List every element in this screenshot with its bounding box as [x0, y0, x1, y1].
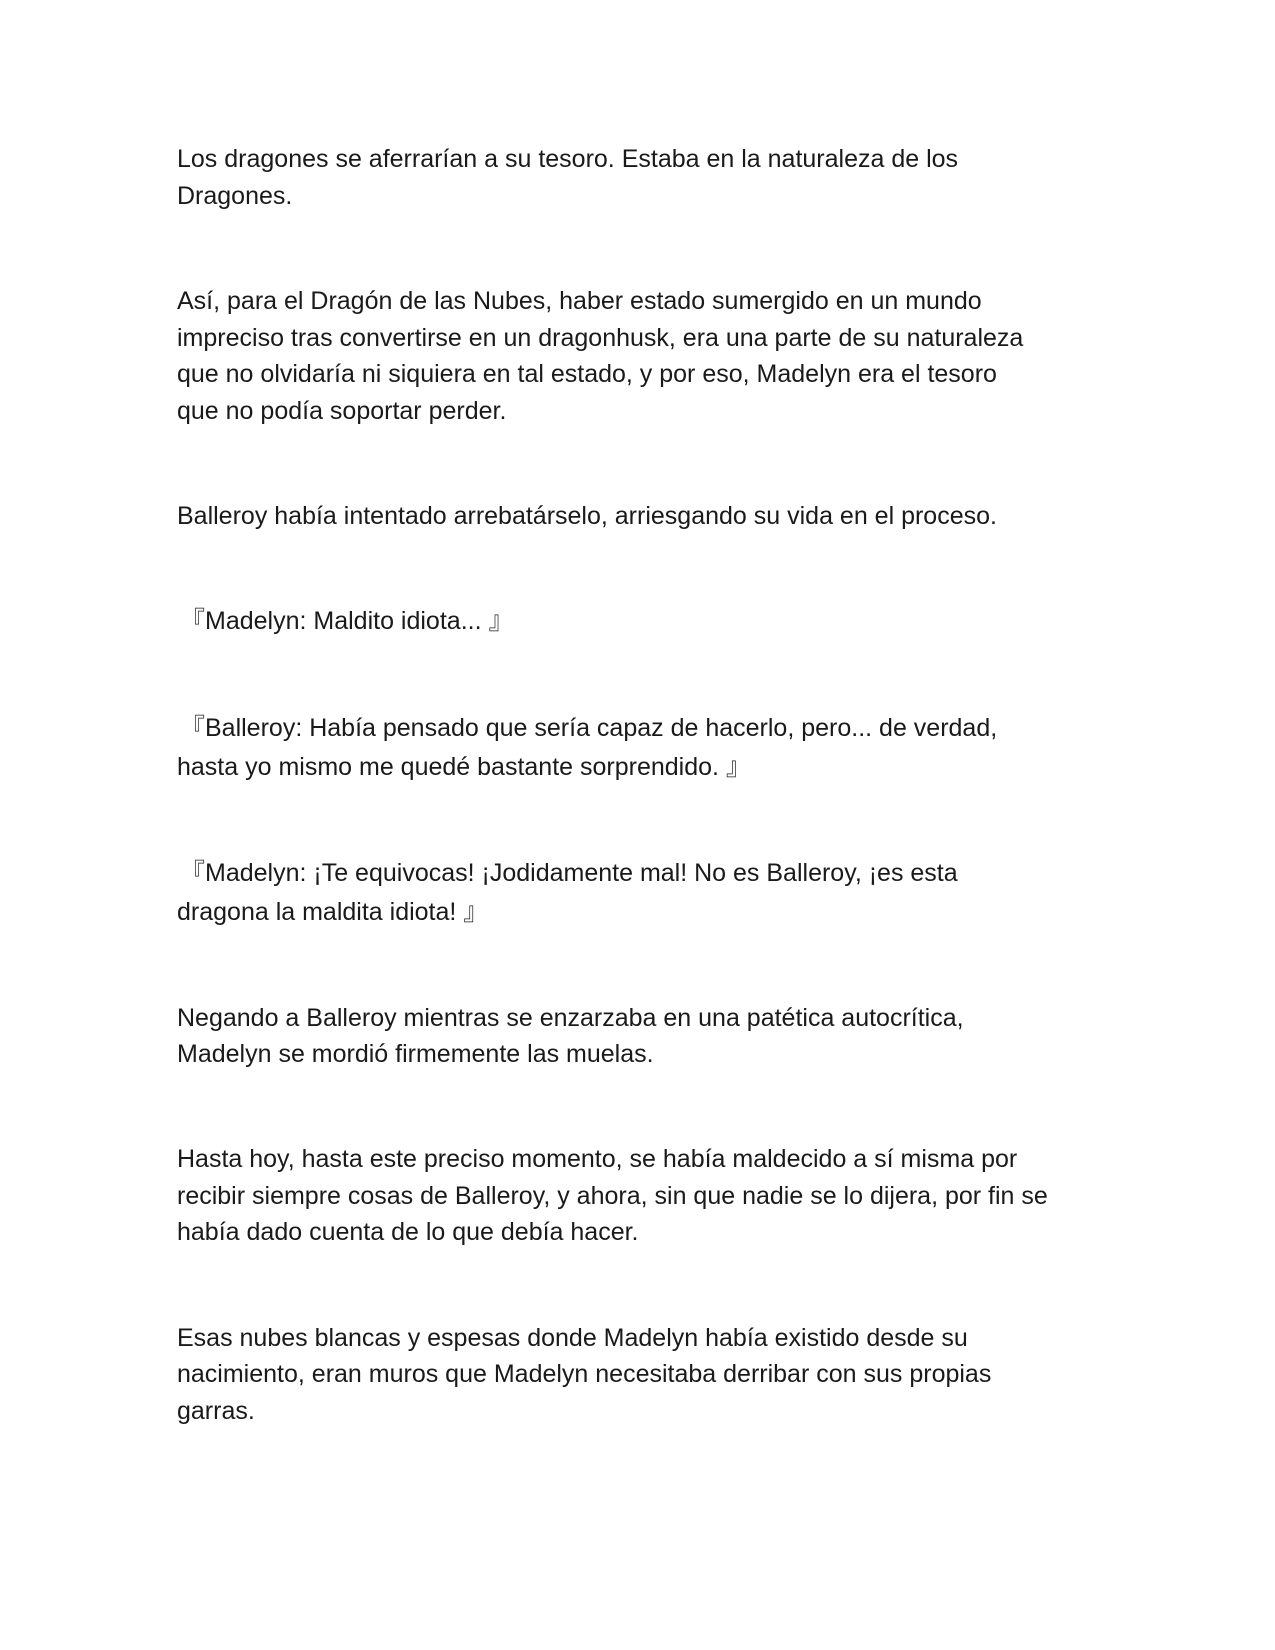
paragraph-line: Madelyn se mordió firmemente las muelas.	[177, 1040, 654, 1068]
paragraph-line: 『Balleroy: Había pensado que sería capaz de hacerlo, pero... de verdad,	[180, 714, 998, 742]
paragraph-line: recibir siempre cosas de Balleroy, y ahora, sin que nadie se lo dijera, por fin se	[177, 1182, 1048, 1210]
paragraph-line: 『Madelyn: ¡Te equivocas! ¡Jodidamente mal! No es Balleroy, ¡es esta	[180, 859, 958, 887]
paragraph-line: Los dragones se aferrarían a su tesoro. Estaba en la naturaleza de los	[177, 145, 959, 173]
paragraph-line: garras.	[177, 1397, 255, 1425]
paragraph-line: Así, para el Dragón de las Nubes, haber estado sumergido en un mundo	[177, 287, 982, 315]
paragraph-line: había dado cuenta de lo que debía hacer.	[177, 1218, 639, 1246]
paragraph-line: Negando a Balleroy mientras se enzarzaba en una patética autocrítica,	[177, 1004, 964, 1032]
paragraph-line: Dragones.	[177, 182, 293, 210]
paragraph-line: Esas nubes blancas y espesas donde Madelyn había existido desde su	[177, 1324, 968, 1352]
paragraph-line: nacimiento, eran muros que Madelyn necesitaba derribar con sus propias	[177, 1360, 992, 1388]
paragraph-line: impreciso tras convertirse en un dragonhusk, era una parte de su naturaleza	[177, 324, 1024, 352]
paragraph-line: 『Madelyn: Maldito idiota... 』	[180, 607, 514, 635]
paragraph-line: que no podía soportar perder.	[177, 397, 507, 425]
paragraph-line: Hasta hoy, hasta este preciso momento, se había maldecido a sí misma por	[177, 1145, 1018, 1173]
paragraph-line: dragona la maldita idiota! 』	[177, 898, 489, 926]
paragraph-line: que no olvidaría ni siquiera en tal estado, y por eso, Madelyn era el tesoro	[177, 360, 997, 388]
paragraph-line: hasta yo mismo me quedé bastante sorprendido. 』	[177, 753, 751, 781]
paragraph-line: Balleroy había intentado arrebatárselo, arriesgando su vida en el proceso.	[177, 502, 997, 530]
